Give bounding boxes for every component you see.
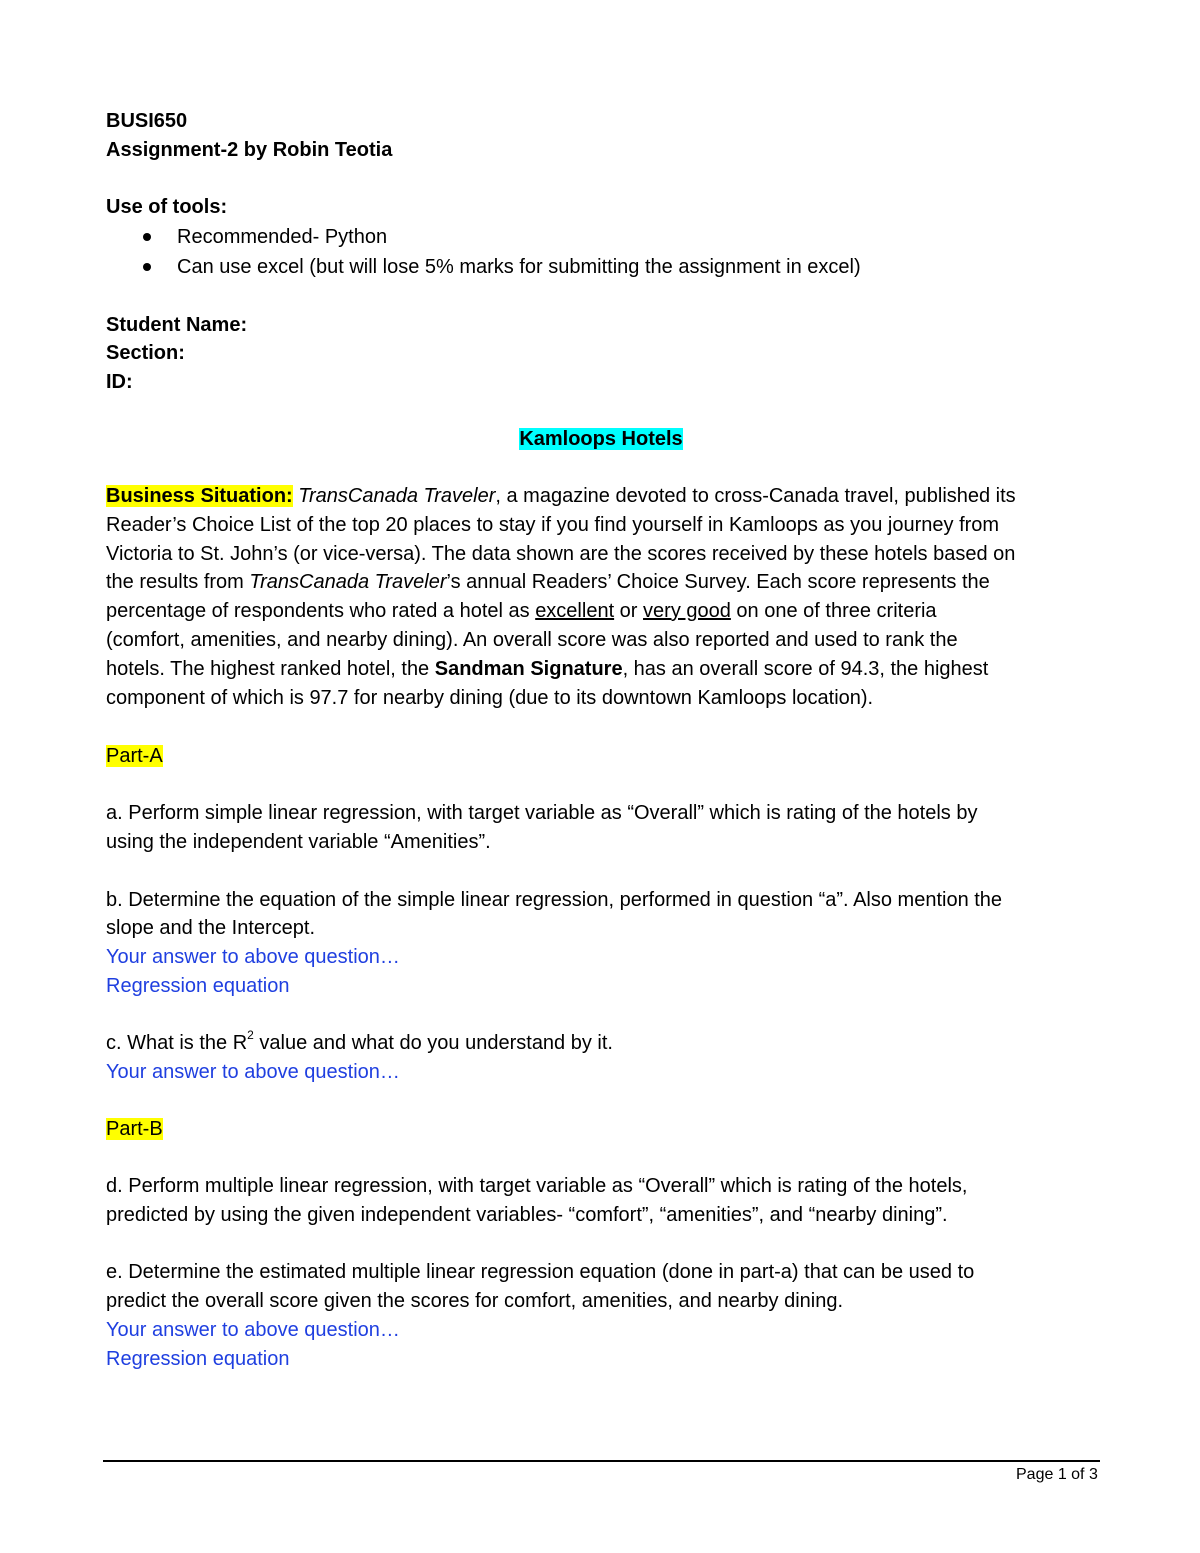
case-title: Kamloops Hotels (519, 428, 683, 450)
regression-equation-placeholder: Regression equation (106, 975, 290, 997)
question-d-line-1: d. Perform multiple linear regression, with target variable as “Overall” which is rating of the hotels, (106, 1175, 968, 1197)
section-label: Section: (106, 342, 185, 364)
page-number: Page 1 of 3 (1016, 1466, 1098, 1483)
course-code: BUSI650 (106, 110, 188, 132)
excellent-term: excellent (535, 600, 615, 622)
student-name-label: Student Name: (106, 314, 248, 336)
business-line-2: Reader’s Choice List of the top 20 places to stay if you find yourself in Kamloops as you journey from (106, 514, 1000, 536)
tools-list (106, 222, 861, 282)
bullet-icon (143, 233, 151, 241)
id-label: ID: (106, 371, 133, 393)
business-line-6: (comfort, amenities, and nearby dining). An overall score was also reported and used to rank the (106, 629, 958, 651)
part-a-label-wrap (106, 742, 163, 771)
answer-placeholder: Your answer to above question… (106, 1061, 400, 1083)
question-a-line-1: a. Perform simple linear regression, with target variable as “Overall” which is rating of the hotels by (106, 802, 978, 824)
question-c: c. What is the $R^2$ value and what do you understand by it. (106, 1028, 613, 1054)
question-e-line-1: e. Determine the estimated multiple linear regression equation (done in part-a) that can be used to (106, 1261, 975, 1283)
magazine-name: TransCanada Traveler (249, 571, 447, 593)
assignment-title: Assignment-2 by Robin Teotia (106, 139, 393, 161)
business-line-5: percentage of respondents who rated a hotel as excellent or very good on one of three criteria (106, 600, 937, 622)
part-b-label: Part-B (106, 1118, 163, 1140)
bullet-icon (143, 263, 151, 271)
business-line-1: Business Situation: TransCanada Traveler, a magazine devoted to cross-Canada travel, published its (106, 485, 1016, 507)
question-a-line-2: using the independent variable “Amenities”. (106, 831, 491, 853)
tools-heading: Use of tools: (106, 196, 228, 218)
footer-divider (103, 1460, 1100, 1462)
question-d-line-2: predicted by using the given independent variables- “comfort”, “amenities”, and “nearby dining”. (106, 1204, 948, 1226)
case-title-wrap (106, 425, 1096, 454)
list-item: Can use excel (but will lose 5% marks for submitting the assignment in excel) (106, 252, 861, 282)
business-line-7: hotels. The highest ranked hotel, the Sandman Signature, has an overall score of 94.3, the highest (106, 658, 989, 680)
answer-placeholder: Your answer to above question… (106, 946, 400, 968)
question-b-line-2: slope and the Intercept. (106, 917, 316, 939)
answer-placeholder: Your answer to above question… (106, 1319, 400, 1341)
list-item: Recommended- Python (106, 222, 861, 252)
part-b-label-wrap (106, 1115, 163, 1144)
business-line-3: Victoria to St. John’s (or vice-versa). The data shown are the scores received by these hotels based on (106, 543, 1016, 565)
business-label: Business Situation: (106, 485, 293, 507)
question-e-line-2: predict the overall score given the scores for comfort, amenities, and nearby dining. (106, 1290, 844, 1312)
magazine-name: TransCanada Traveler (298, 485, 496, 507)
hotel-name: Sandman Signature (434, 658, 623, 680)
very-good-term: very good (643, 600, 731, 622)
part-a-label: Part-A (106, 745, 163, 767)
question-b-line-1: b. Determine the equation of the simple linear regression, performed in question “a”. Also mention the (106, 889, 1003, 911)
business-line-8: component of which is 97.7 for nearby dining (due to its downtown Kamloops location). (106, 687, 874, 709)
business-line-4: the results from TransCanada Traveler’s annual Readers’ Choice Survey. Each score represents the (106, 571, 990, 593)
regression-equation-placeholder: Regression equation (106, 1348, 290, 1370)
